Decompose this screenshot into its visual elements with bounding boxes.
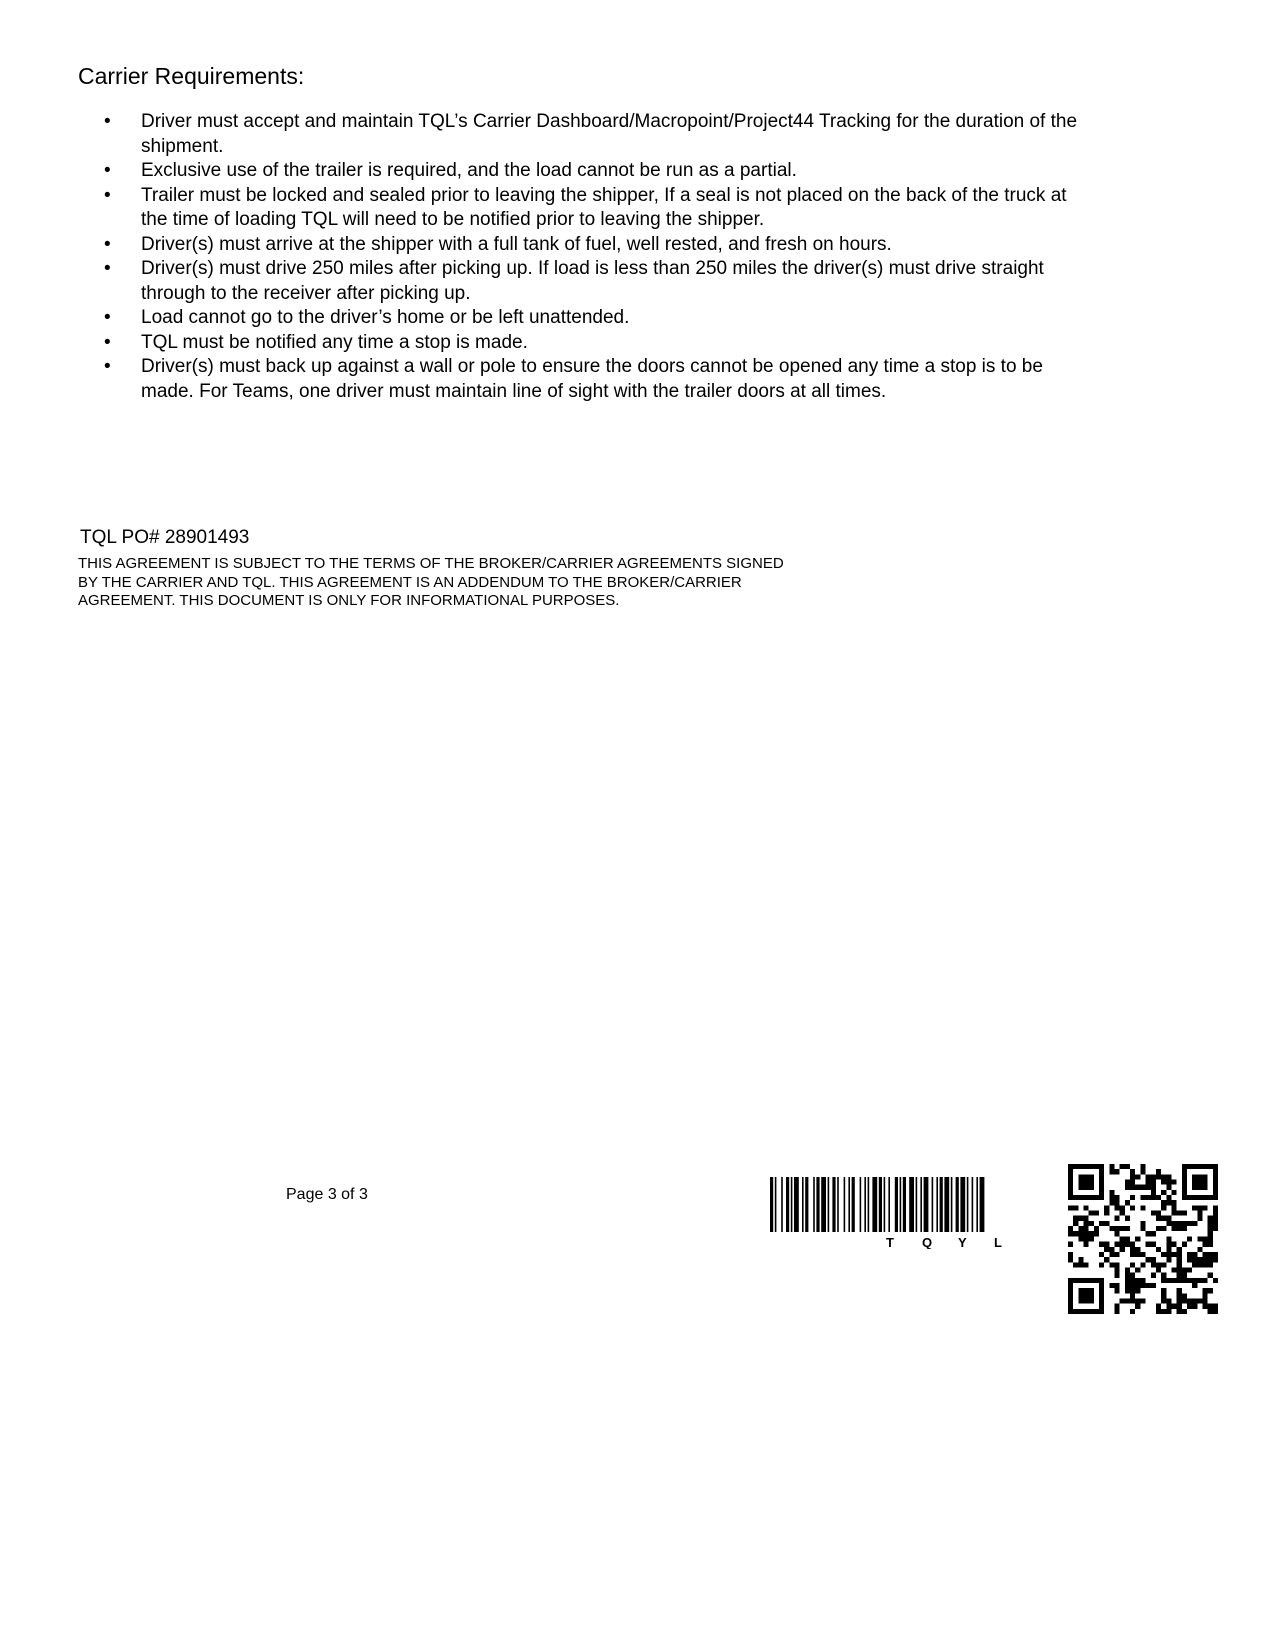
requirement-text: Driver(s) must back up against a wall or pole to ensure the doors cannot be opened any time a stop is to be made. For Teams, one driver must maintain line of sight with the trailer doors at all times.: [141, 356, 1043, 402]
po-number: TQL PO# 28901493: [80, 527, 250, 548]
qr-code-icon: [1068, 1164, 1218, 1314]
bullet-icon: •: [104, 307, 111, 328]
requirement-item: [78, 257, 1078, 306]
requirement-text: Driver must accept and maintain TQL’s Carrier Dashboard/Macropoint/Project44 Tracking for the duration of the shipment.: [141, 111, 1078, 157]
barcode-bars: [770, 1177, 984, 1232]
requirement-text: TQL must be notified any time a stop is made.: [141, 331, 528, 353]
requirement-item: [78, 331, 1078, 356]
requirement-item: [78, 355, 1078, 404]
barcode-char: L: [994, 1235, 1002, 1249]
carrier-requirements-list: [78, 110, 1078, 404]
requirement-text: Load cannot go to the driver’s home or be left unattended.: [141, 307, 630, 328]
bullet-icon: •: [104, 184, 111, 206]
bullet-icon: •: [104, 160, 111, 181]
agreement-disclaimer: THIS AGREEMENT IS SUBJECT TO THE TERMS OF THE BROKER/CARRIER AGREEMENTS SIGNED BY THE CARRIER AND TQL. THIS AGREEMENT IS AN ADDENDUM TO THE BROKER/CARRIER AGREEMENT. THIS DOCUMENT IS ONLY FOR INFORMATIONAL PURPOSES.: [78, 555, 784, 609]
requirement-text: Exclusive use of the trailer is required, and the load cannot be run as a partial.: [141, 160, 797, 181]
bullet-icon: •: [104, 111, 111, 132]
requirement-item: [78, 159, 1078, 184]
requirement-item: [78, 184, 1078, 233]
qr-modules: [1068, 1164, 1218, 1314]
bullet-icon: •: [104, 258, 111, 279]
bullet-icon: •: [104, 356, 111, 377]
requirement-item: [78, 306, 1078, 331]
barcode-char: Q: [922, 1235, 933, 1249]
page-number: Page 3 of 3: [286, 1186, 368, 1203]
bullet-icon: •: [104, 331, 111, 353]
requirement-item: [78, 110, 1078, 159]
barcode-char: T: [886, 1235, 894, 1249]
barcode-icon: [770, 1177, 1050, 1249]
bullet-icon: •: [104, 233, 111, 255]
requirement-text: Trailer must be locked and sealed prior to leaving the shipper, If a seal is not placed on the back of the truck at the time of loading TQL will need to be notified prior to leaving the shipper.: [141, 184, 1067, 230]
requirement-text: Driver(s) must arrive at the shipper with a full tank of fuel, well rested, and fresh on hours.: [141, 233, 892, 255]
requirement-text: Driver(s) must drive 250 miles after picking up. If load is less than 250 miles the driver(s) must drive straight through to the receiver after picking up.: [141, 258, 1044, 304]
page-heading: Carrier Requirements:: [78, 63, 305, 89]
barcode-char: Y: [958, 1235, 967, 1249]
requirement-item: [78, 233, 1078, 258]
